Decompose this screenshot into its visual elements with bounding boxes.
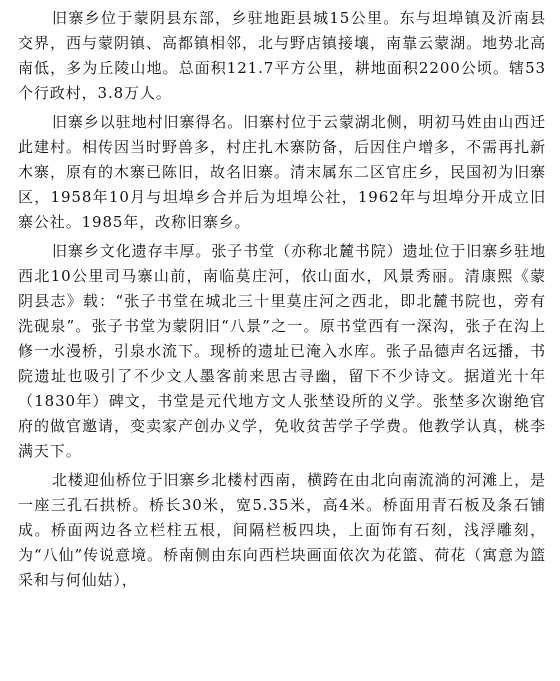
paragraph-name-origin: 旧寨乡以驻地村旧寨得名。旧寨村位于云蒙湖北侧，明初马姓由山西迁此建村。相传因当时野兽多，村庄扎木寨防备，后因住户增多，不需再扎新木寨，原有的木寨已陈旧，故名旧寨。清末属东二区官庄乡，民国初为旧寨区，1958年10月与坦埠乡合并后为坦埠公社，1962年与坦埠分开成立旧寨公社。1985年，改称旧寨乡。 <box>18 113 546 231</box>
paragraph-location: 旧寨乡位于蒙阴县东部，乡驻地距县城15公里。东与坦埠镇及沂南县交界，西与蒙阴镇、高都镇相邻，北与野店镇接壤，南靠云蒙湖。地势北高南低，多为丘陵山地。总面积121.7平方公里，耕地面积2200公顷。辖53个行政村，3.8万人。 <box>18 9 546 102</box>
paragraph-yingxian-bridge: 北楼迎仙桥位于旧寨乡北楼村西南，横跨在由北向南流淌的河滩上，是一座三孔石拱桥。桥长30米，宽5.35米，高4米。桥面用青石板及条石铺成。桥面两边各立栏柱五根，间隔栏板四块，上面饰有石刻，浅浮雕刻，为“八仙”传说意境。桥南侧由东向西栏块画面依次为花篮、荷花（寓意为篮采和与何仙姑）， <box>18 471 546 589</box>
article-body <box>18 6 546 593</box>
paragraph-cultural-heritage: 旧寨乡文化遗存丰厚。张子书堂（亦称北麓书院）遗址位于旧寨乡驻地西北10公里司马寨山前，南临莫庄河，依山面水，风景秀丽。清康熙《蒙阴县志》载：“张子书堂在城北三十里莫庄河之西北，即北麓书院也，旁有洗砚泉”。张子书堂为蒙阴旧“八景”之一。原书堂西有一深沟，张子在沟上修一水漫桥，引泉水流下。现桥的遗址已淹入水库。张子品德声名远播，书院遗址也吸引了不少文人墨客前来思古寻幽，留下不少诗文。据道光十年（1830年）碑文，书堂是元代地方文人张埜设所的义学。张埜多次谢绝官府的做官邀请，变卖家产创办义学，免收贫苦学子学费。他教学认真，桃李满天下。 <box>18 242 546 460</box>
